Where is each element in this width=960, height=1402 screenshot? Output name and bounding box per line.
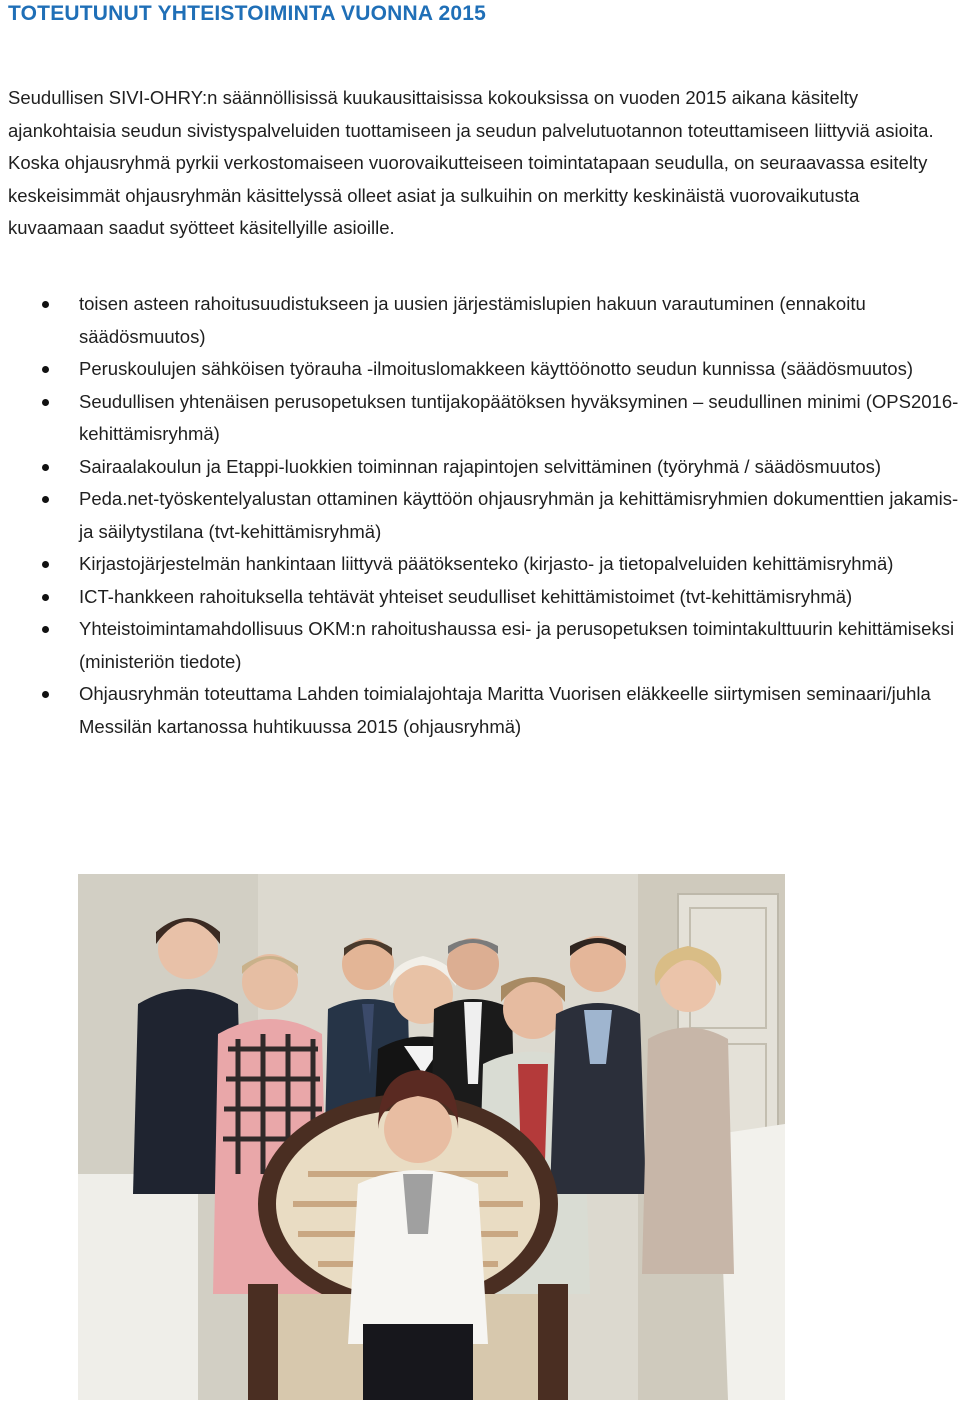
topics-list — [0, 288, 960, 743]
intro-paragraph: Seudullisen SIVI-OHRY:n säännöllisissä kuukausittaisissa kokouksissa on vuoden 2015 aikana käsitelty ajankohtaisia seudun sivistyspalveluiden tuottamiseen ja seudun palvelutuotannon toteuttamiseen liittyviä asioita. Koska ohjausryhmä pyrkii verkostomaiseen vuorovaikutteiseen toimintatapaan seudulla, on seuraavassa esitelty keskeisimmät ohjausryhmän käsittelyssä olleet asiat ja sulkuihin on merkitty keskinäistä vuorovaikutusta kuvaamaan saadut syötteet käsitellyille asioille. — [8, 87, 934, 238]
list-item: toisen asteen rahoitusuudistukseen ja uusien järjestämislupien hakuun varautuminen (ennakoitu säädösmuutos) — [0, 288, 960, 353]
list-item: Seudullisen yhtenäisen perusopetuksen tuntijakopäätöksen hyväksyminen – seudullinen minimi (OPS2016-kehittämisryhmä) — [0, 386, 960, 451]
page-title: TOTEUTUNUT YHTEISTOIMINTA VUONNA 2015 — [8, 2, 487, 25]
list-item: Kirjastojärjestelmän hankintaan liittyvä päätöksenteko (kirjasto- ja tietopalveluiden kehittämisryhmä) — [0, 548, 960, 581]
list-item: Peda.net-työskentelyalustan ottaminen käyttöön ohjausryhmän ja kehittämisryhmien dokumenttien jakamis- ja säilytystilana (tvt-kehittämisryhmä) — [0, 483, 960, 548]
list-item: Yhteistoimintamahdollisuus OKM:n rahoitushaussa esi- ja perusopetuksen toimintakulttuurin kehittämiseksi (ministeriön tiedote) — [0, 613, 960, 678]
list-item: Sairaalakoulun ja Etappi-luokkien toiminnan rajapintojen selvittäminen (työryhmä / säädösmuutos) — [0, 451, 960, 484]
list-item: Ohjausryhmän toteuttama Lahden toimialajohtaja Maritta Vuorisen eläkkeelle siirtymisen seminaari/juhla Messilän kartanossa huhtikuussa 2015 (ohjausryhmä) — [0, 678, 960, 743]
list-item: Peruskoulujen sähköisen työrauha -ilmoituslomakkeen käyttöönotto seudun kunnissa (säädösmuutos) — [0, 353, 960, 386]
group-photo-illustration — [78, 874, 785, 1400]
list-item: ICT-hankkeen rahoituksella tehtävät yhteiset seudulliset kehittämistoimet (tvt-kehittämisryhmä) — [0, 581, 960, 614]
group-photo — [78, 874, 785, 1400]
